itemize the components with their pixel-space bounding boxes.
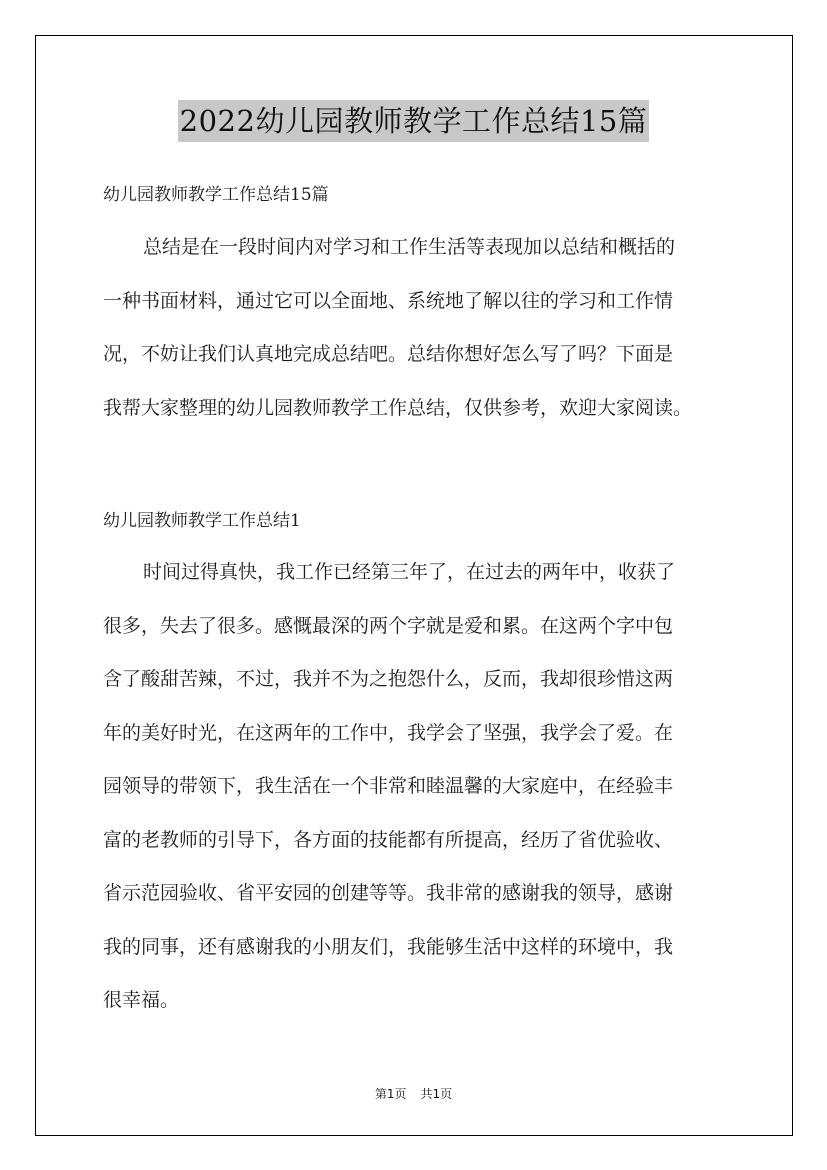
document-title: 2022幼儿园教师教学工作总结15篇 [178,100,650,142]
paragraph-line: 况，不妨让我们认真地完成总结吧。总结你想好怎么写了吗？下面是 [103,343,674,365]
section-heading-intro: 幼儿园教师教学工作总结15篇 [103,185,329,205]
paragraph-line: 富的老教师的引导下，各方面的技能都有所提高，经历了省优验收、 [103,828,674,851]
paragraph-line: 我的同事，还有感谢我的小朋友们，我能够生活中这样的环境中，我 [103,935,674,958]
paragraph-line: 一种书面材料，通过它可以全面地、系统地了解以往的学习和工作情 [103,289,674,312]
paragraph-line: 我帮大家整理的幼儿园教师教学工作总结，仅供参考，欢迎大家阅读。 [103,396,693,419]
paragraph-line: 年的美好时光，在这两年的工作中，我学会了坚强，我学会了爱。在 [103,721,674,744]
paragraph-intro [103,221,743,435]
paragraph-line: 园领导的带领下，我生活在一个非常和睦温馨的大家庭中，在经验丰 [103,775,674,797]
paragraph-line: 总结是在一段时间内对学习和工作生活等表现加以总结和概括的 [143,236,676,258]
paragraph-line: 省示范园验收、省平安园的创建等等。我非常的感谢我的领导，感谢 [103,882,674,904]
paragraph-line: 很幸福。 [103,989,180,1011]
paragraph-line: 很多，失去了很多。感慨最深的两个字就是爱和累。在这两个字中包 [103,614,674,637]
paragraph-section-1 [103,546,743,1028]
page-footer [0,1085,827,1102]
page-total: 共1页 [420,1087,453,1101]
title-container [0,100,827,142]
paragraph-line: 含了酸甜苦辣，不过，我并不为之抱怨什么，反而，我却很珍惜这两 [103,668,674,690]
section-heading-1: 幼儿园教师教学工作总结1 [103,511,301,531]
paragraph-line: 时间过得真快，我工作已经第三年了，在过去的两年中，收获了 [143,561,676,583]
page-number: 第1页 [374,1087,407,1101]
